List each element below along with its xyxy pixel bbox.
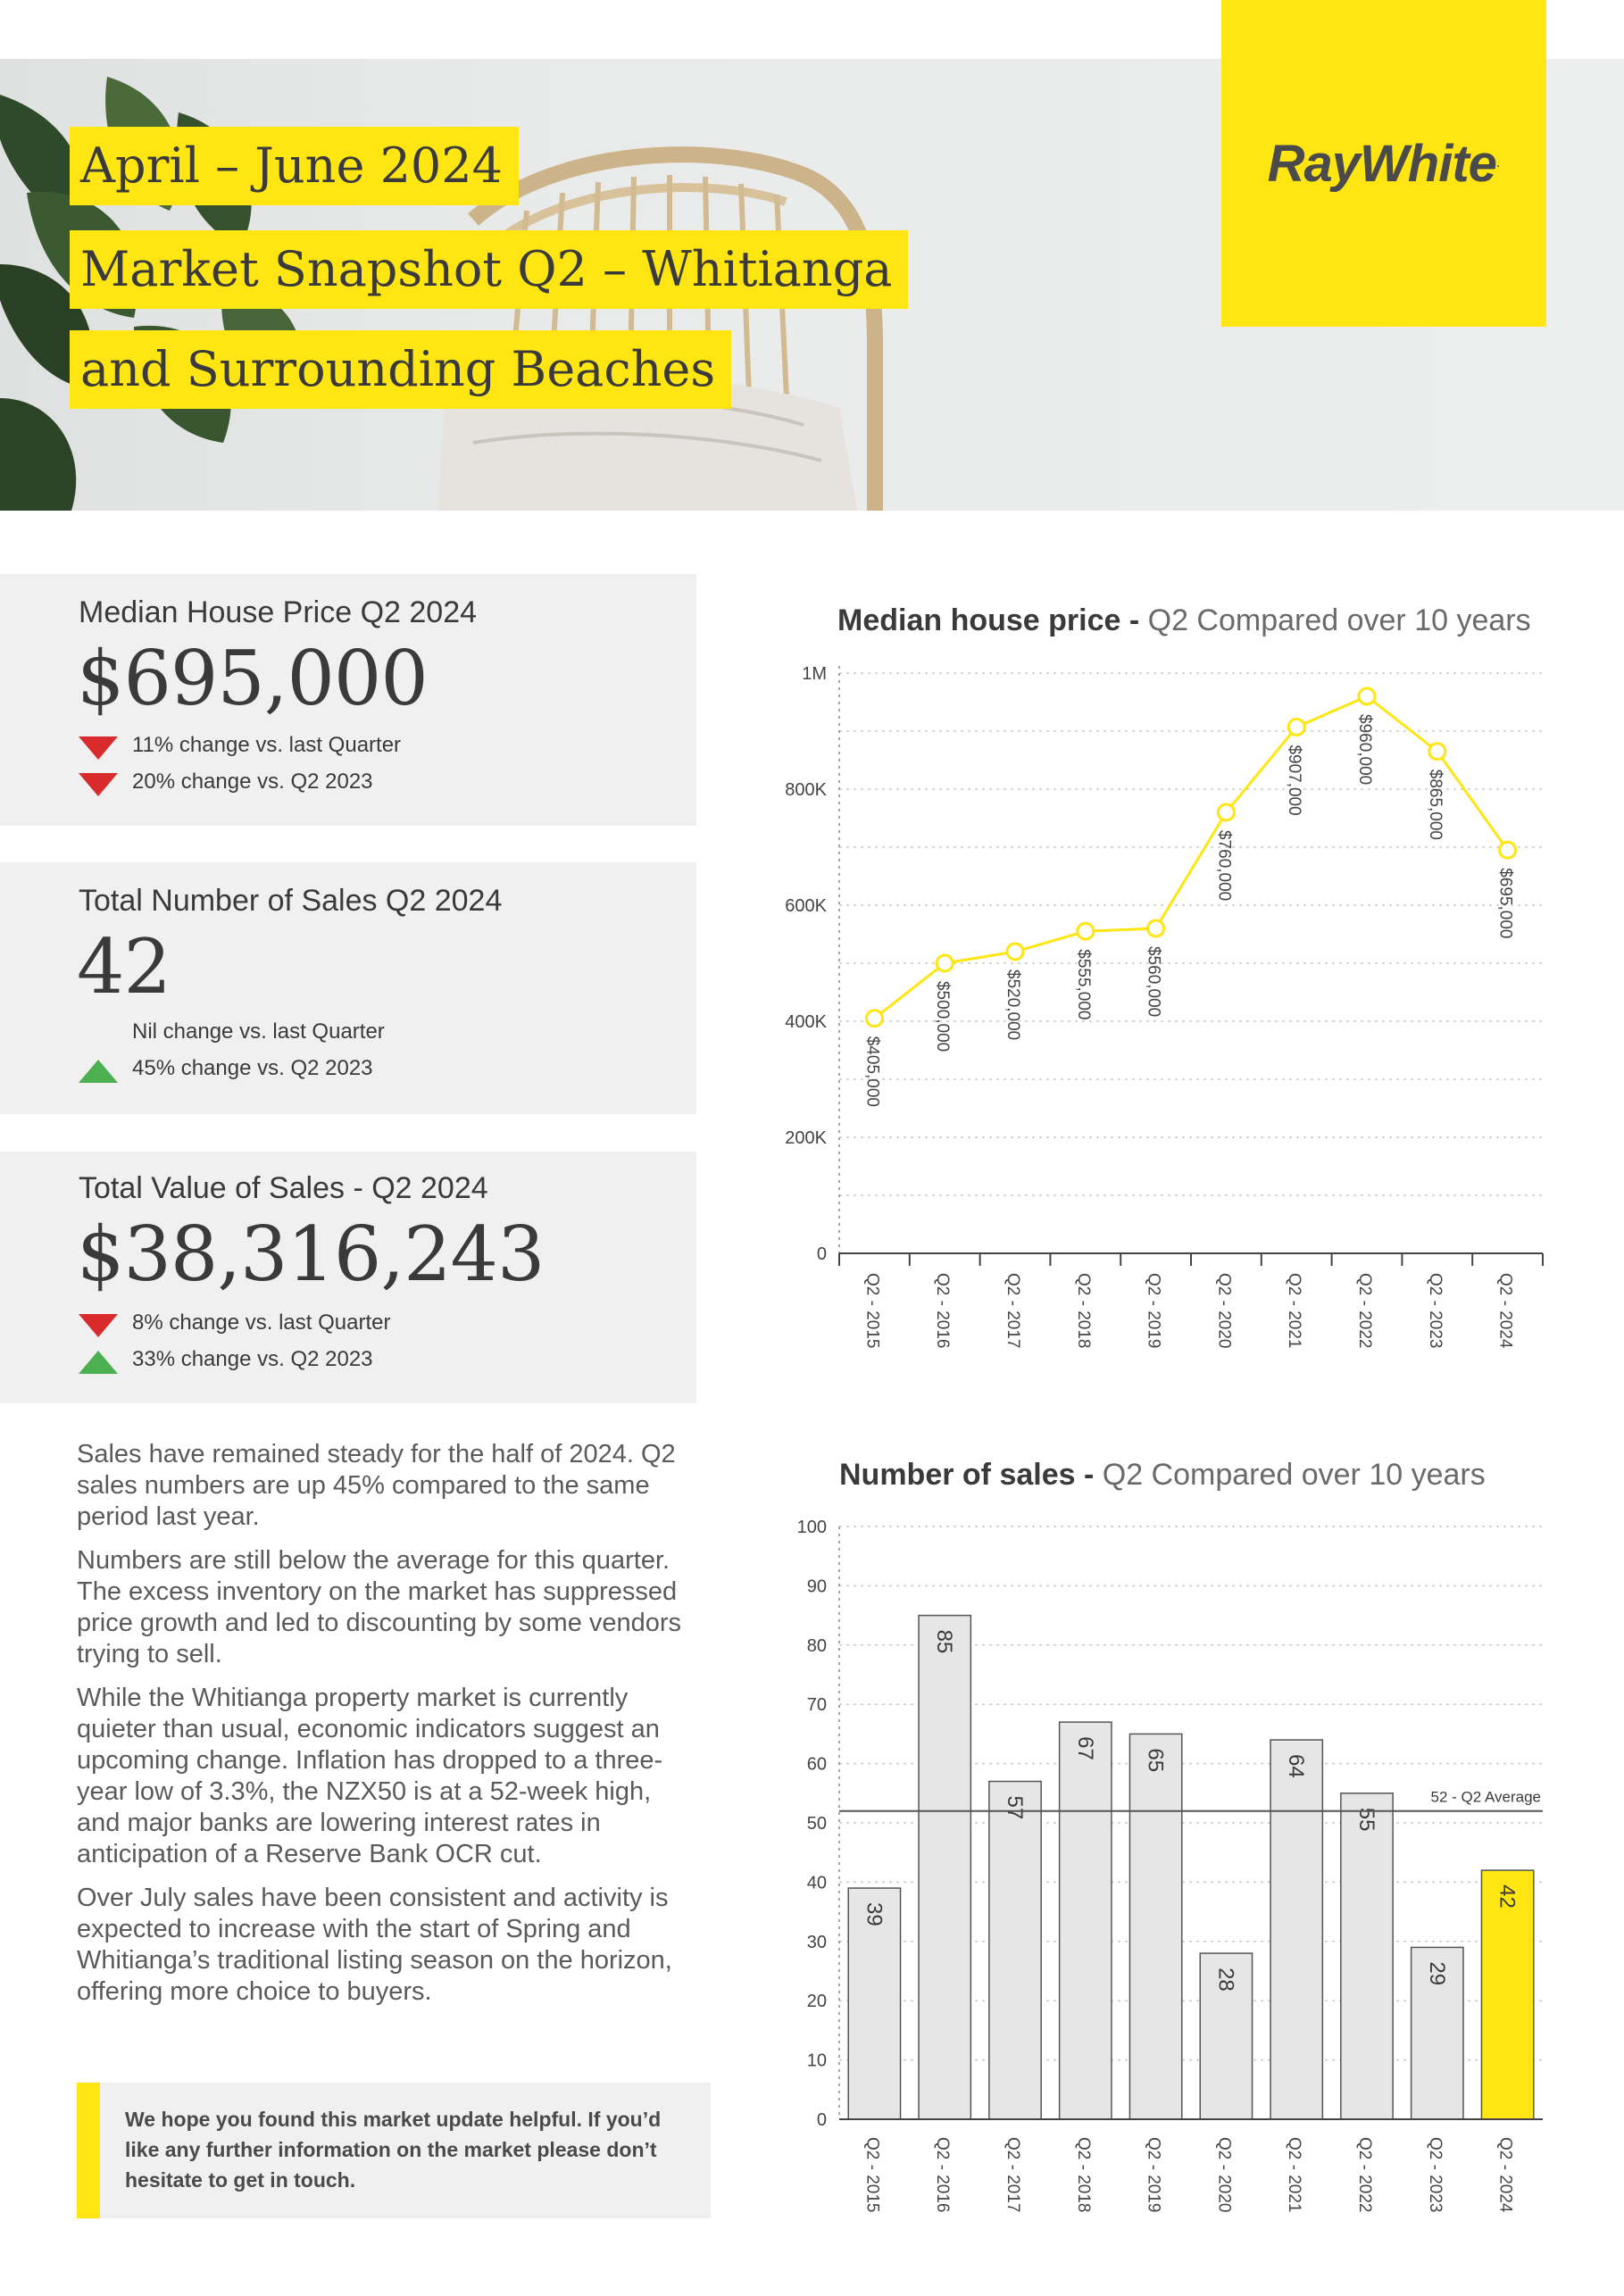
sales-bar	[1060, 1722, 1112, 2119]
x-tick-label: Q2 - 2016	[933, 2137, 953, 2213]
median-price-panel: Median House Price Q2 2024 $695,000 11% change vs. last Quarter 20% change vs. Q2 2023	[0, 574, 696, 826]
y-tick-label: 90	[806, 1576, 827, 1597]
price-data-label: $865,000	[1425, 769, 1445, 840]
sales-value-value: $38,316,243	[77, 1210, 545, 1298]
sales-data-label: 57	[1003, 1795, 1027, 1820]
average-label: 52 - Q2 Average	[1430, 1788, 1541, 1806]
sales-bar	[1129, 1734, 1181, 2119]
price-point	[1500, 842, 1516, 858]
x-tick-label: Q2 - 2024	[1495, 1273, 1515, 1349]
price-data-label: $760,000	[1214, 830, 1234, 902]
y-tick-label: 70	[806, 1695, 827, 1716]
x-tick-label: Q2 - 2021	[1285, 2137, 1304, 2213]
contact-note	[77, 2083, 711, 2218]
sales-data-label: 42	[1495, 1884, 1520, 1909]
ray-white-logo	[1221, 0, 1546, 327]
x-tick-label: Q2 - 2017	[1004, 1273, 1022, 1349]
y-tick-label: 60	[806, 1754, 827, 1775]
x-tick-label: Q2 - 2021	[1285, 1273, 1304, 1349]
y-tick-label: 400K	[785, 1012, 827, 1032]
y-tick-label: 80	[806, 1635, 827, 1656]
x-tick-label: Q2 - 2015	[862, 1273, 882, 1349]
commentary-paragraph-2: Numbers are still below the average for this quarter. The excess inventory on the market has suppressed price growth and led to discounting by some vendors trying to sell.	[77, 1546, 682, 1668]
logo-mark: .	[1495, 155, 1501, 171]
price-data-label: $695,000	[1495, 868, 1515, 939]
sales-data-label: 29	[1424, 1961, 1449, 1986]
hero-title-line2: Market Snapshot Q2 – Whitianga	[70, 230, 908, 309]
sales-data-label: 55	[1354, 1807, 1378, 1832]
y-tick-label: 40	[806, 1873, 827, 1893]
commentary-paragraph-4: Over July sales have been consistent and activity is expected to increase with the start of Spring and Whitianga’s traditional listing season on the horizon, offering more choice to buyers.	[77, 1884, 672, 2006]
median-price-value: $695,000	[77, 635, 428, 722]
down-arrow-icon	[79, 773, 118, 796]
sales-count-value: 42	[77, 923, 171, 1011]
x-tick-label: Q2 - 2016	[933, 1273, 953, 1349]
sales-chart-title	[839, 1458, 1486, 1493]
note-accent-bar	[77, 2083, 100, 2218]
x-tick-label: Q2 - 2024	[1495, 2137, 1515, 2213]
price-point	[1359, 688, 1375, 704]
sales-bar	[1341, 1793, 1393, 2119]
median-price-chart	[777, 652, 1553, 1366]
median-price-title: Median House Price Q2 2024	[79, 595, 478, 629]
x-tick-label: Q2 - 2022	[1355, 2137, 1374, 2213]
price-data-label: $960,000	[1355, 714, 1374, 786]
price-data-label: $555,000	[1073, 949, 1093, 1020]
price-point	[1007, 944, 1023, 960]
sales-bar	[919, 1616, 970, 2119]
logo-text: RayWhite	[1267, 134, 1496, 193]
y-tick-label: 50	[806, 1814, 827, 1834]
down-arrow-icon	[79, 736, 118, 760]
y-tick-label: 0	[816, 2110, 827, 2130]
y-tick-label: 600K	[785, 896, 827, 916]
price-data-label: $560,000	[1144, 946, 1163, 1018]
sales-count-chart	[777, 1509, 1553, 2223]
up-arrow-icon	[79, 1060, 118, 1083]
y-tick-label: 20	[806, 1992, 827, 2012]
price-point	[937, 955, 953, 971]
price-data-label: $520,000	[1004, 969, 1022, 1041]
sales-data-label: 67	[1072, 1736, 1097, 1760]
price-chart-title-bold: Median house price -	[837, 603, 1148, 637]
price-point	[1218, 804, 1234, 820]
price-point	[1078, 923, 1094, 939]
y-tick-label: 30	[806, 1932, 827, 1952]
sales-value-panel: Total Value of Sales - Q2 2024 $38,316,243 8% change vs. last Quarter 33% change vs. Q2 2023	[0, 1152, 696, 1403]
sales-count-title: Total Number of Sales Q2 2024	[79, 884, 503, 918]
x-tick-label: Q2 - 2019	[1144, 2137, 1163, 2213]
market-commentary	[77, 1439, 693, 2020]
y-tick-label: 100	[796, 1518, 827, 1537]
sales-chart-title-sub: Q2 Compared over 10 years	[1102, 1458, 1486, 1492]
price-point	[1148, 920, 1164, 936]
price-chart-title	[837, 603, 1531, 638]
x-tick-label: Q2 - 2015	[862, 2137, 882, 2213]
sales-data-label: 65	[1143, 1748, 1168, 1773]
sales-chart-title-bold: Number of sales -	[839, 1458, 1103, 1492]
price-data-label: $500,000	[933, 981, 953, 1052]
price-data-label: $907,000	[1285, 745, 1304, 816]
price-point	[1288, 719, 1304, 735]
x-tick-label: Q2 - 2023	[1425, 2137, 1445, 2213]
x-tick-label: Q2 - 2018	[1073, 1273, 1093, 1349]
hero-title-line1: April – June 2024	[70, 127, 519, 205]
y-tick-label: 800K	[785, 780, 827, 800]
x-tick-label: Q2 - 2017	[1004, 2137, 1022, 2213]
hero-title-line3: and Surrounding Beaches	[70, 330, 731, 409]
sales-data-label: 85	[932, 1629, 957, 1654]
x-tick-label: Q2 - 2020	[1214, 1273, 1234, 1349]
commentary-paragraph-3: While the Whitianga property market is currently quieter than usual, economic indicators suggest an upcoming change. Inflation has dropped to a three-year low of 3.3%, the NZX50 is at a 52-week high, and major banks are lowering interest rates in anticipation of a Reserve Bank OCR cut.	[77, 1684, 663, 1868]
y-tick-label: 10	[806, 2051, 827, 2071]
x-tick-label: Q2 - 2019	[1144, 1273, 1163, 1349]
sales-data-label: 64	[1284, 1754, 1309, 1778]
y-tick-label: 1M	[802, 664, 827, 684]
down-arrow-icon	[79, 1314, 118, 1337]
commentary-paragraph-1: Sales have remained steady for the half of 2024. Q2 sales numbers are up 45% compared to the same period last year.	[77, 1440, 676, 1531]
x-tick-label: Q2 - 2018	[1073, 2137, 1093, 2213]
note-text: We hope you found this market update helpful. If you’d like any further information on the market please don’t hesitate to get in touch.	[125, 2108, 662, 2192]
x-tick-label: Q2 - 2020	[1214, 2137, 1234, 2213]
x-tick-label: Q2 - 2023	[1425, 1273, 1445, 1349]
up-arrow-icon	[79, 1351, 118, 1374]
sales-bar	[1270, 1740, 1322, 2119]
price-point	[1429, 744, 1445, 760]
price-point	[866, 1011, 882, 1027]
y-tick-label: 200K	[785, 1128, 827, 1148]
x-tick-label: Q2 - 2022	[1355, 1273, 1374, 1349]
price-series-line	[874, 696, 1507, 1019]
price-data-label: $405,000	[862, 1036, 882, 1107]
sales-data-label: 39	[862, 1902, 887, 1926]
sales-bar	[989, 1782, 1041, 2119]
price-chart-title-sub: Q2 Compared over 10 years	[1147, 603, 1531, 637]
sales-value-title: Total Value of Sales - Q2 2024	[79, 1171, 488, 1205]
y-tick-label: 0	[816, 1244, 827, 1264]
sales-count-panel: Total Number of Sales Q2 2024 42 Nil change vs. last Quarter 45% change vs. Q2 2023	[0, 862, 696, 1114]
sales-data-label: 28	[1213, 1967, 1238, 1992]
